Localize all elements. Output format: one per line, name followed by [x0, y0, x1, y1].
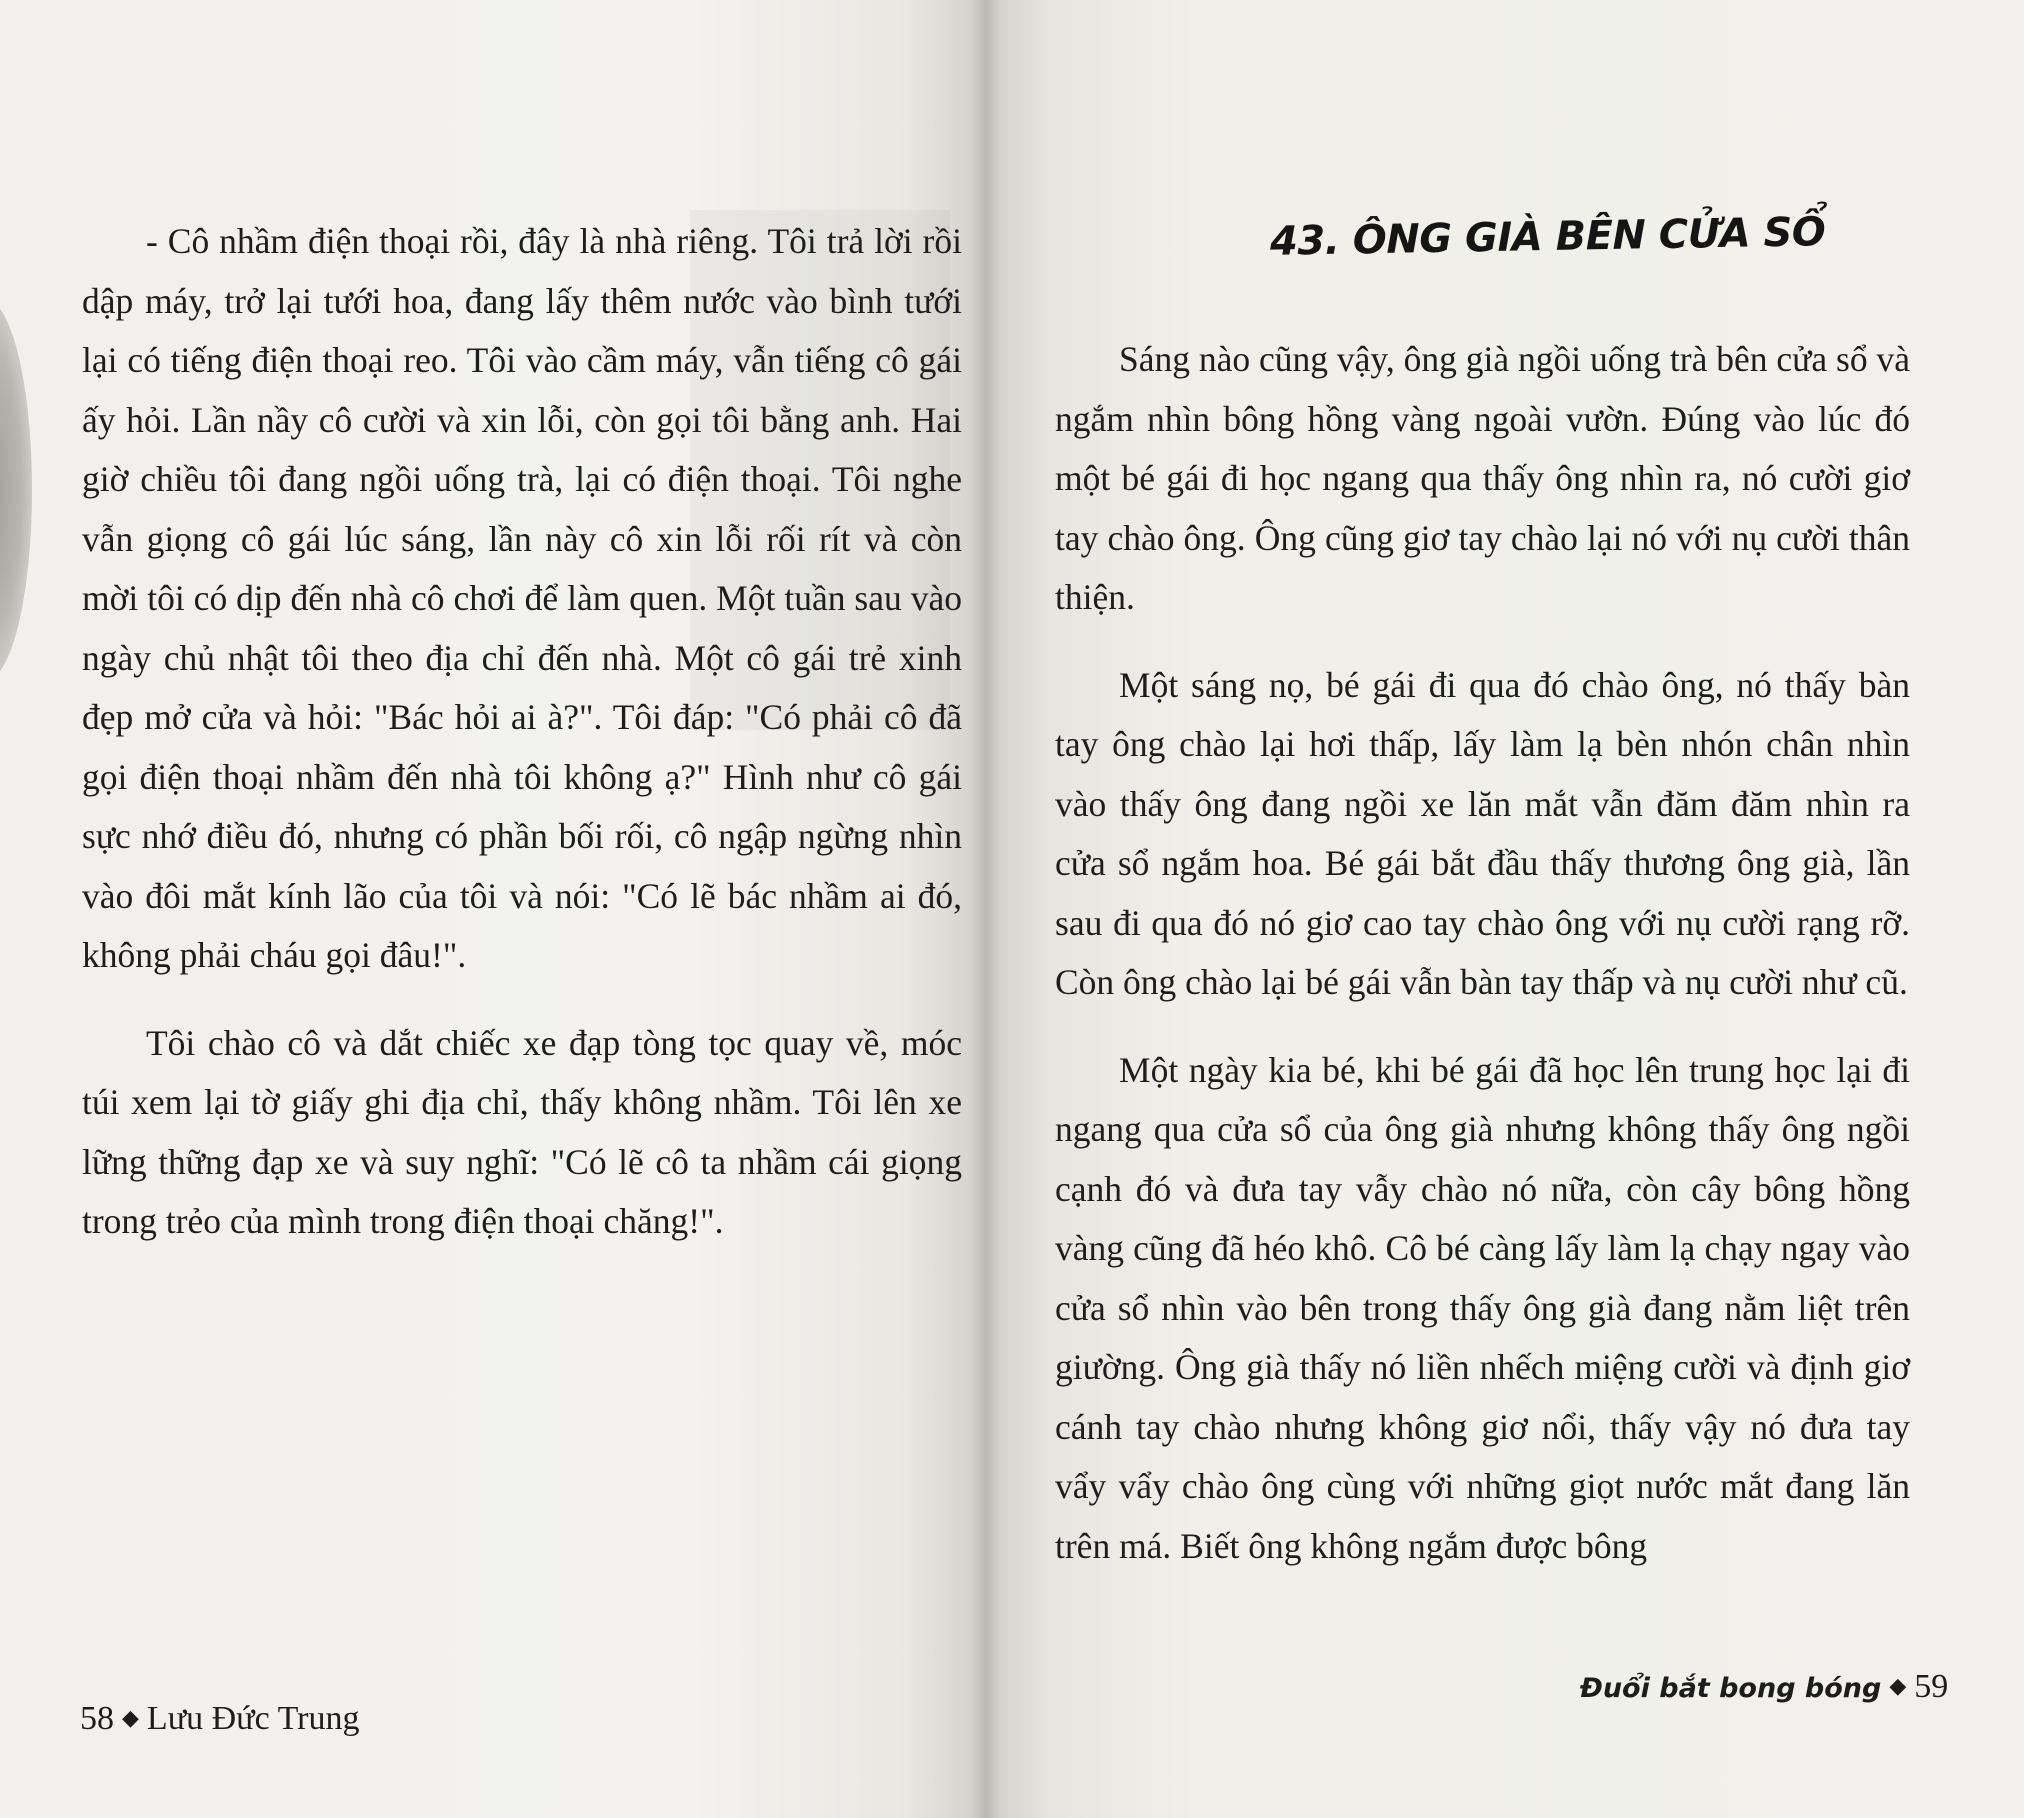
paragraph: Một sáng nọ, bé gái đi qua đó chào ông, nó thấy bàn tay ông chào lại hơi thấp, lấy làm lạ bèn nhón chân nhìn vào thấy ông đang ngồi xe lăn mắt vẫn đăm đăm nhìn ra cửa sổ ngắm hoa. Bé gái bắt đầu thấy thương ông già, lần sau đi qua đó nó giơ cao tay chào ông với nụ cười rạng rỡ. Còn ông chào lại bé gái vẫn bàn tay thấp và nụ cười như cũ. — [1055, 664, 1910, 1002]
left-footer — [80, 1700, 359, 1738]
right-body-text — [1055, 330, 1910, 1576]
running-head: Đuổi bắt bong bóng — [1580, 1673, 1882, 1704]
diamond-ornament-icon: ◆ — [1889, 1673, 1907, 1698]
page-number: 58 — [80, 1700, 114, 1737]
paragraph: - Cô nhầm điện thoại rồi, đây là nhà riêng. Tôi trả lời rồi dập máy, trở lại tưới hoa, đang lấy thêm nước vào bình tưới lại có tiếng điện thoại reo. Tôi vào cầm máy, vẫn tiếng cô gái ấy hỏi. Lần nầy cô cười và xin lỗi, còn gọi tôi bằng anh. Hai giờ chiều tôi đang ngồi uống trà, lại có điện thoại. Tôi nghe vẫn giọng cô gái lúc sáng, lần này cô xin lỗi rối rít và còn mời tôi có dịp đến nhà cô chơi để làm quen. Một tuần sau vào ngày chủ nhật tôi theo địa chỉ đến nhà. Một cô gái trẻ xinh đẹp mở cửa và hỏi: "Bác hỏi ai à?". Tôi đáp: "Có phải cô đã gọi điện thoại nhầm đến nhà tôi không ạ?" Hình như cô gái sực nhớ điều đó, nhưng có phần bối rối, cô ngập ngừng nhìn vào đôi mắt kính lão của tôi và nói: "Có lẽ bác nhầm ai đó, không phải cháu gọi đâu!". — [82, 221, 962, 975]
right-footer — [1580, 1668, 1948, 1706]
paragraph: Một ngày kia bé, khi bé gái đã học lên trung học lại đi ngang qua cửa sổ của ông già nhưng không thấy ông ngồi cạnh đó và đưa tay vẫy chào nó nữa, còn cây bông hồng vàng cũng đã héo khô. Cô bé càng lấy làm lạ chạy ngay vào cửa sổ nhìn vào bên trong thấy ông già đang nằm liệt trên giường. Ông già thấy nó liền nhếch miệng cười và định giơ cánh tay chào nhưng không giơ nổi, thấy vậy nó đưa tay vẩy vẩy chào ông cùng với những giọt nước mắt đang lăn trên má. Biết ông không ngắm được bông — [1055, 1049, 1910, 1566]
gutter-shadow — [970, 0, 1000, 1818]
diamond-ornament-icon: ◆ — [122, 1705, 139, 1730]
binding-shadow — [0, 300, 32, 680]
paragraph: Tôi chào cô và dắt chiếc xe đạp tòng tọc quay về, móc túi xem lại tờ giấy ghi địa chỉ, thấy không nhầm. Tôi lên xe lững thững đạp xe và suy nghĩ: "Có lẽ cô ta nhầm cái giọng trong trẻo của mình trong điện thoại chăng!". — [82, 1022, 962, 1241]
paragraph: Sáng nào cũng vậy, ông già ngồi uống trà bên cửa sổ và ngắm nhìn bông hồng vàng ngoài vườn. Đúng vào lúc đó một bé gái đi học ngang qua thấy ông nhìn ra, nó cười giơ tay chào ông. Ông cũng giơ tay chào lại nó với nụ cười thân thiện. — [1055, 339, 1910, 617]
page-number: 59 — [1914, 1668, 1949, 1705]
left-body-text — [82, 212, 962, 1252]
running-head: Lưu Đức Trung — [146, 1700, 360, 1737]
left-page — [0, 0, 985, 1818]
chapter-title: 43. ÔNG GIÀ BÊN CỬA SỔ — [1269, 209, 1826, 265]
